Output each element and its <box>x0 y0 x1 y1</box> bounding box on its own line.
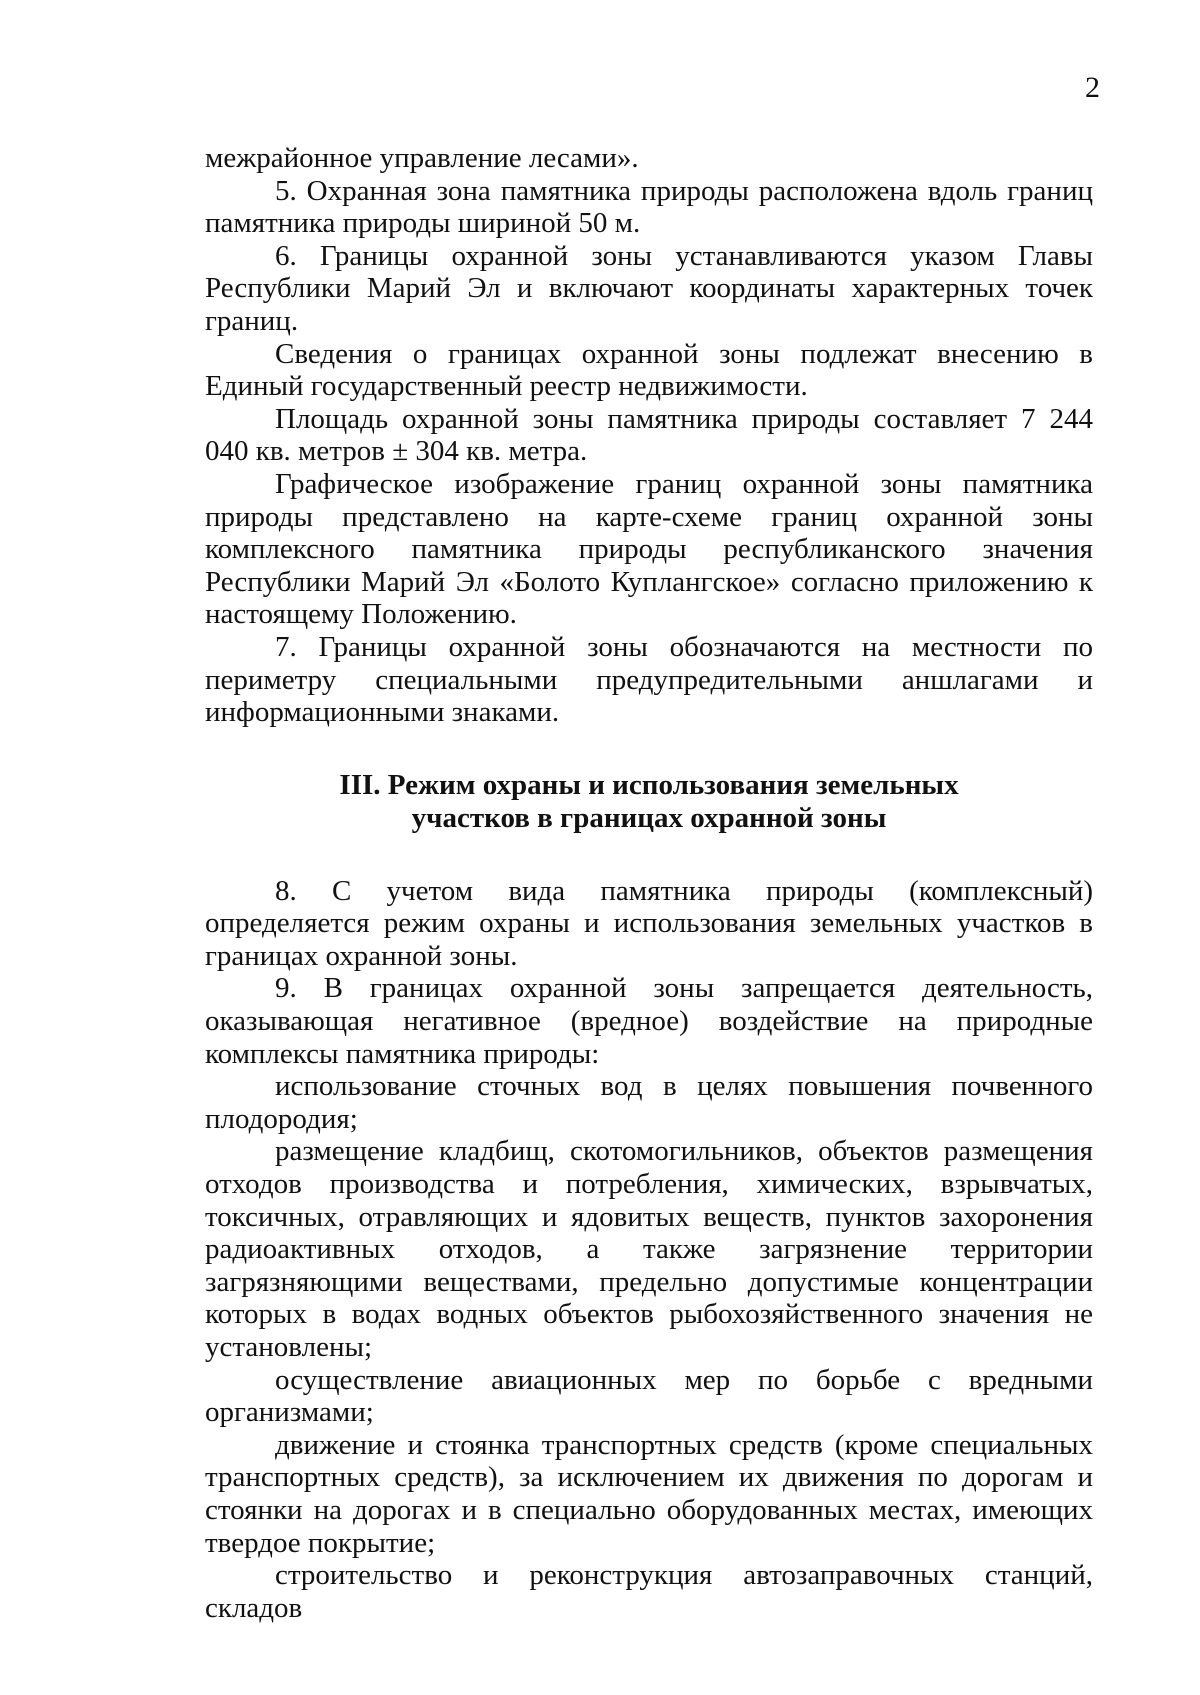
paragraph-continuation: межрайонное управление лесами». <box>205 142 639 174</box>
paragraph-item-6: 6. Границы охранной зоны устанавливаются указом Главы Республики Марий Эл и включают координаты характерных точек границ. <box>205 239 1093 337</box>
list-item-construction: строительство и реконструкция автозаправочных станций, складов <box>205 1559 1093 1624</box>
section-heading-line-1: III. Режим охраны и использования земельных <box>339 768 959 801</box>
paragraph-item-9: 9. В границах охранной зоны запрещается деятельность, оказывающая негативное (вредное) воздействие на природные комплексы памятника природы: <box>205 972 1093 1070</box>
section-heading <box>205 769 1093 835</box>
document-body <box>205 142 1093 1624</box>
section-heading-line-2: участков в границах охранной зоны <box>411 801 887 834</box>
list-item-aviation: осуществление авиационных мер по борьбе с вредными организмами; <box>205 1363 1093 1429</box>
paragraph-item-7: 7. Границы охранной зоны обозначаются на местности по периметру специальными предупредительными аншлагами и информационными знаками. <box>205 630 1093 729</box>
page-number: 2 <box>1085 71 1100 104</box>
list-item-transport: движение и стоянка транспортных средств (кроме специальных транспортных средств), за исключением их движения по дорогам и стоянки на дорогах и в специально оборудованных местах, имеющих твердое покрытие; <box>205 1428 1093 1559</box>
paragraph-area: Площадь охранной зоны памятника природы составляет 7 244 040 кв. метров ± 304 кв. метра. <box>205 402 1093 468</box>
list-item-sewage: использование сточных вод в целях повышения почвенного плодородия; <box>205 1070 1093 1135</box>
paragraph-item-8: 8. С учетом вида памятника природы (комплексный) определяется режим охраны и использования земельных участков в границах охранной зоны. <box>205 874 1093 972</box>
paragraph-graphic: Графическое изображение границ охранной зоны памятника природы представлено на карте-схеме границ охранной зоны комплексного памятника природы республиканского значения Республики Марий Эл «Болото Куплангское» согласно приложению к настоящему Положению. <box>205 467 1093 631</box>
list-item-waste: размещение кладбищ, скотомогильников, объектов размещения отходов производства и потребления, химических, взрывчатых, токсичных, отравляющих и ядовитых веществ, пунктов захоронения радиоактивных отходов, а также загрязнение территории загрязняющими веществами, предельно допустимые концентрации которых в водах водных объектов рыбохозяйственного значения не установлены; <box>205 1135 1093 1363</box>
paragraph-item-5: 5. Охранная зона памятника природы расположена вдоль границ памятника природы шириной 50 м. <box>205 174 1093 240</box>
paragraph-registry: Сведения о границах охранной зоны подлежат внесению в Единый государственный реестр недвижимости. <box>205 337 1093 403</box>
